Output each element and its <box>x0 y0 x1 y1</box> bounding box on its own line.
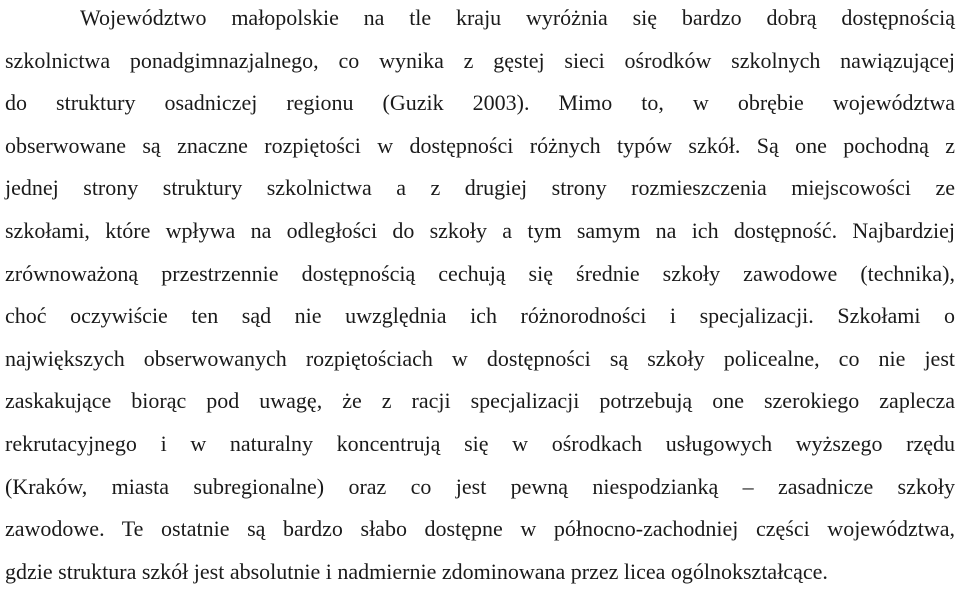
document-page <box>5 0 955 596</box>
paragraph-line: obserwowane są znaczne rozpiętości w dostępności różnych typów szkół. Są one pochodną z <box>5 132 955 158</box>
paragraph-line: gdzie struktura szkół jest absolutnie i nadmiernie zdominowana przez licea ogólnokształcące. <box>5 558 828 584</box>
paragraph-line: rekrutacyjnego i w naturalny koncentrują się w ośrodkach usługowych wyższego rzędu <box>5 430 955 456</box>
paragraph-line: zaskakujące biorąc pod uwagę, że z racji specjalizacji potrzebują one szerokiego zaplecza <box>5 388 955 414</box>
paragraph-line: Województwo małopolskie na tle kraju wyróżnia się bardzo dobrą dostępnością <box>80 5 955 30</box>
paragraph-line: największych obserwowanych rozpiętościach w dostępności są szkoły policealne, co nie jest <box>5 345 955 371</box>
paragraph-line: choć oczywiście ten sąd nie uwzględnia ich różnorodności i specjalizacji. Szkołami o <box>5 303 955 329</box>
body-paragraph <box>5 0 955 596</box>
paragraph-line: szkołami, które wpływa na odległości do szkoły a tym samym na ich dostępność. Najbardziej <box>5 217 955 243</box>
paragraph-line: (Kraków, miasta subregionalne) oraz co jest pewną niespodzianką – zasadnicze szkoły <box>5 473 955 499</box>
paragraph-line: zrównoważoną przestrzennie dostępnością cechują się średnie szkoły zawodowe (technika), <box>5 260 955 286</box>
paragraph-line: zawodowe. Te ostatnie są bardzo słabo dostępne w północno-zachodniej części województwa, <box>5 516 955 542</box>
paragraph-line: szkolnictwa ponadgimnazjalnego, co wynika z gęstej sieci ośrodków szkolnych nawiązującej <box>5 47 955 73</box>
paragraph-line: do struktury osadniczej regionu (Guzik 2003). Mimo to, w obrębie województwa <box>5 90 955 116</box>
paragraph-line: jednej strony struktury szkolnictwa a z drugiej strony rozmieszczenia miejscowości ze <box>5 175 955 201</box>
